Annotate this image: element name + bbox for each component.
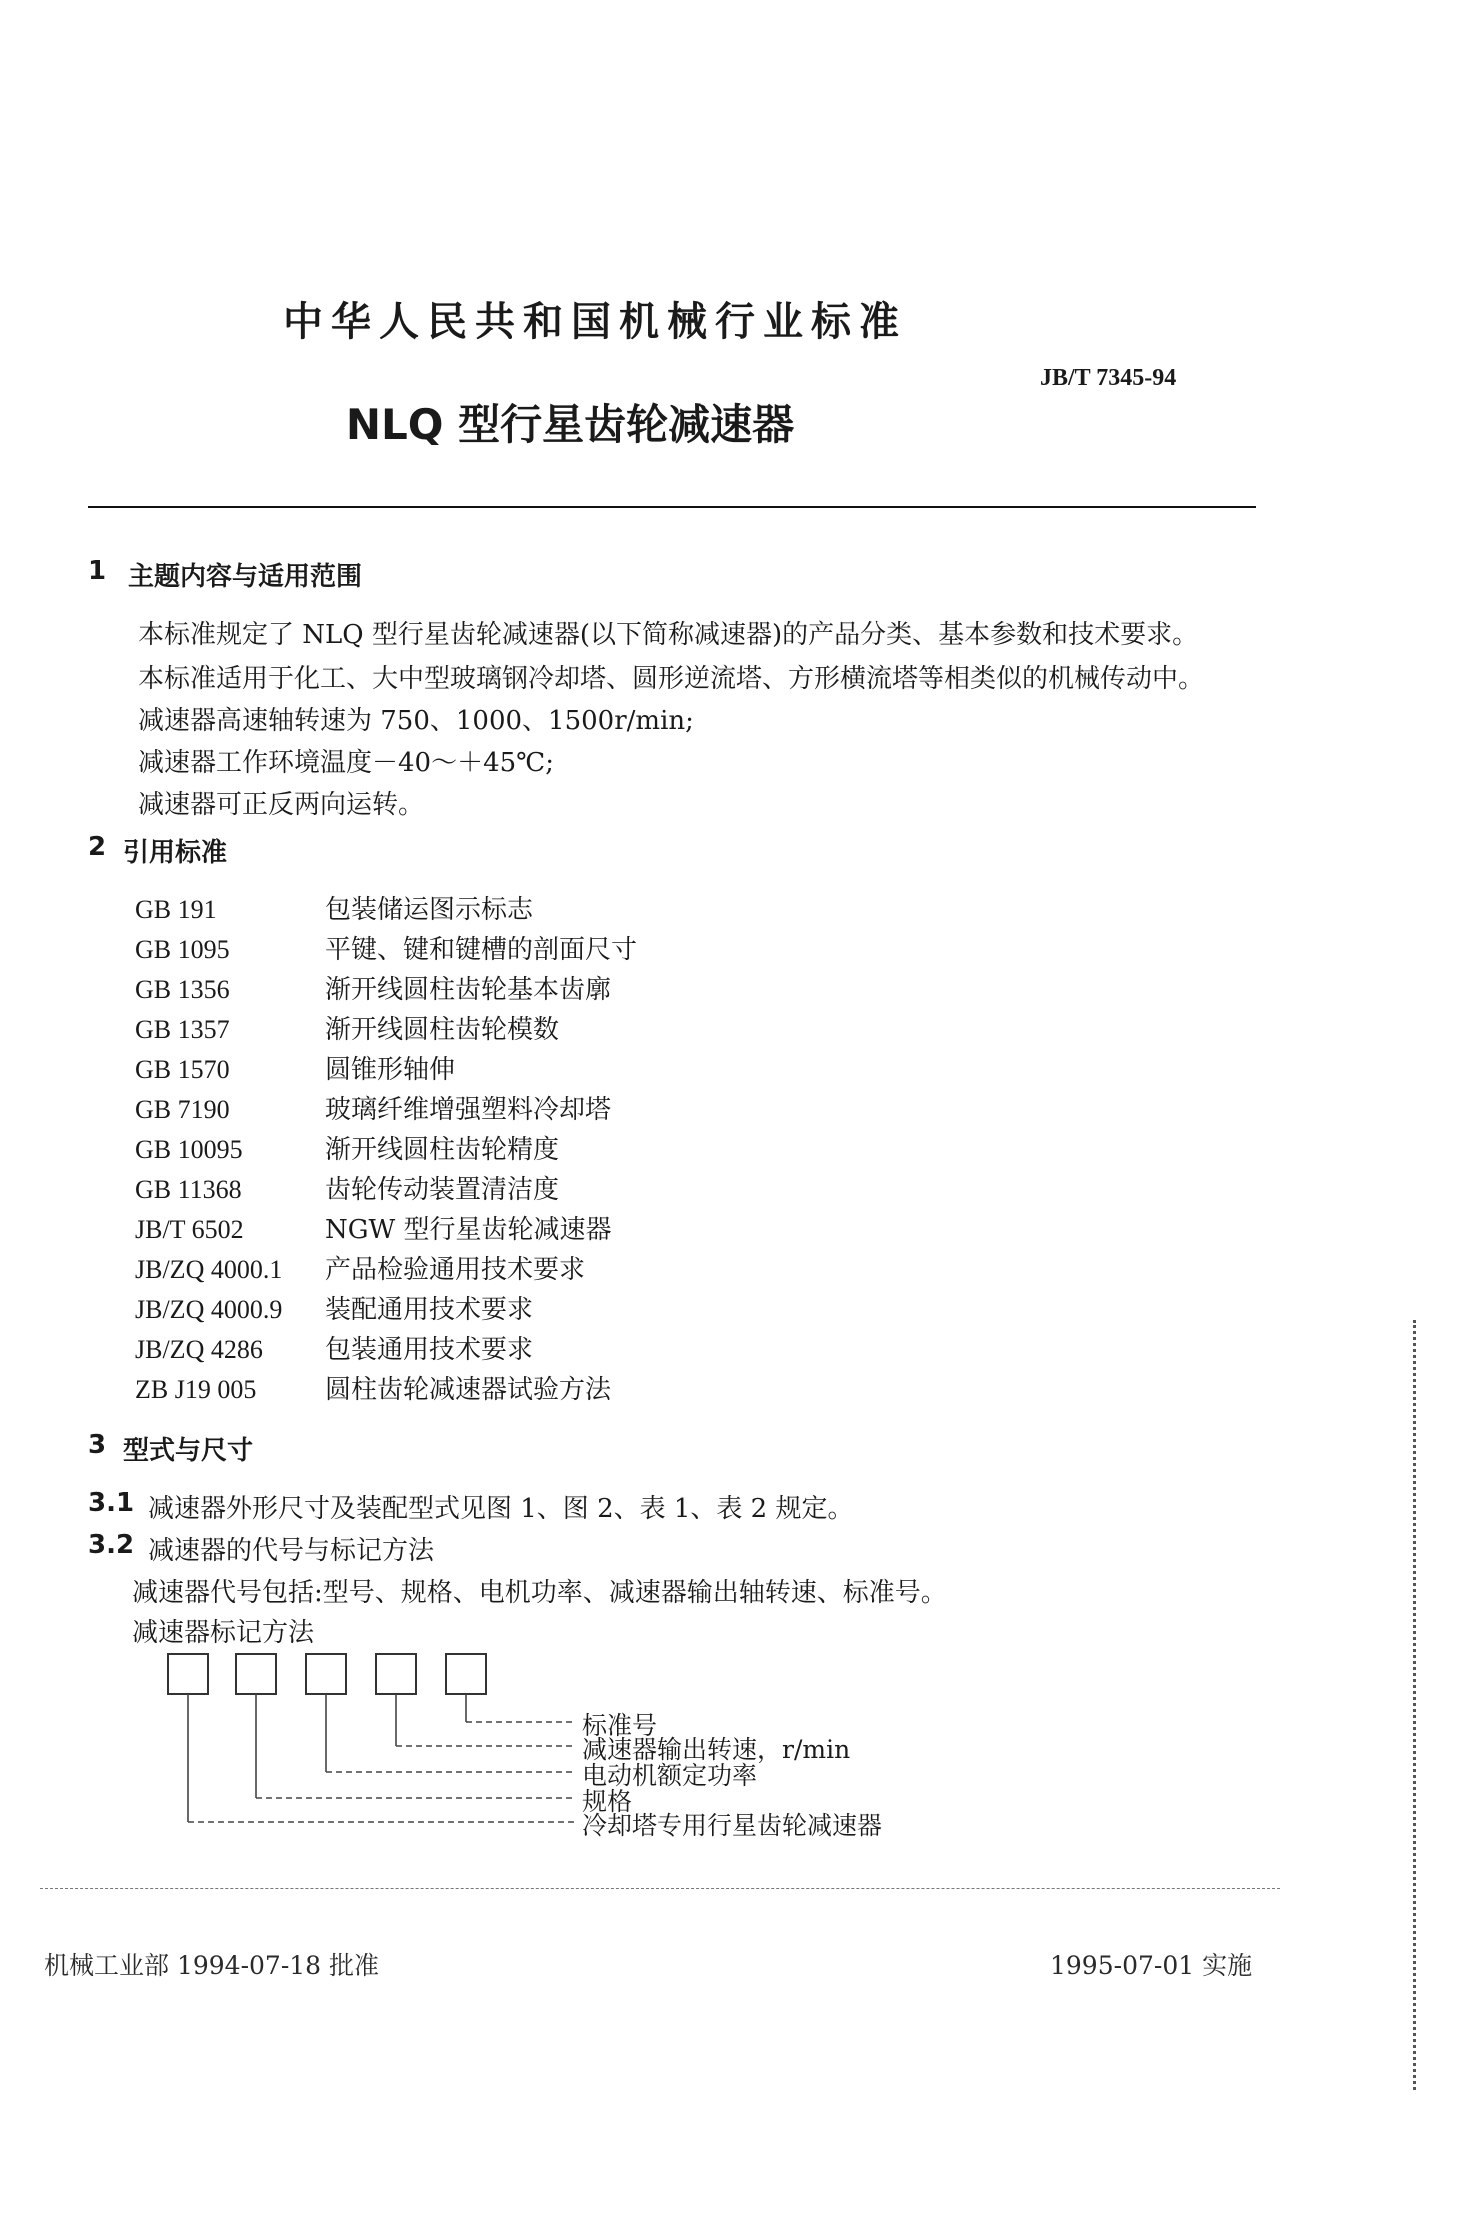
- marking-label: 标准号: [582, 1711, 658, 1740]
- section-1-title: 主题内容与适用范围: [128, 562, 363, 592]
- marking-box: [306, 1654, 346, 1694]
- reference-code: GB 7190: [135, 1095, 230, 1124]
- marking-box: [168, 1654, 208, 1694]
- reference-name: 包装储运图示标志: [325, 895, 534, 925]
- reference-name: 圆锥形轴伸: [325, 1055, 456, 1085]
- reference-name: 产品检验通用技术要求: [325, 1255, 586, 1285]
- subsection-3-1-text: 减速器外形尺寸及装配型式见图 1、图 2、表 1、表 2 规定。: [148, 1494, 854, 1524]
- reference-name: 玻璃纤维增强塑料冷却塔: [325, 1095, 612, 1125]
- reference-name: 渐开线圆柱齿轮模数: [325, 1015, 560, 1045]
- reference-code: GB 10095: [135, 1135, 243, 1164]
- marking-box: [236, 1654, 276, 1694]
- section-1-paragraph: 减速器可正反两向运转。: [138, 790, 425, 820]
- marking-label: 冷却塔专用行星齿轮减速器: [582, 1811, 883, 1840]
- reference-code: JB/T 6502: [135, 1215, 244, 1244]
- standard-code: JB/T 7345-94: [1040, 365, 1177, 391]
- reference-code: GB 1570: [135, 1055, 230, 1084]
- marking-box: [446, 1654, 486, 1694]
- reference-name: NGW 型行星齿轮减速器: [325, 1215, 612, 1245]
- reference-code: ZB J19 005: [135, 1375, 257, 1404]
- section-1-paragraph: 减速器高速轴转速为 750、1000、1500r/min;: [138, 706, 694, 736]
- section-1-paragraph: 减速器工作环境温度－40～＋45℃;: [138, 748, 555, 778]
- reference-code: GB 11368: [135, 1175, 242, 1204]
- section-2-title: 引用标准: [123, 838, 228, 868]
- reference-code: GB 1095: [135, 935, 230, 964]
- scan-margin-mark: [1413, 1320, 1416, 2090]
- marking-label: 减速器输出转速，r/min: [582, 1735, 851, 1764]
- section-3-title: 型式与尺寸: [123, 1436, 254, 1466]
- reference-code: JB/ZQ 4286: [135, 1335, 263, 1364]
- document-title: NLQ 型行星齿轮减速器: [345, 400, 795, 449]
- section-1-paragraph: 本标准适用于化工、大中型玻璃钢冷却塔、圆形逆流塔、方形横流塔等相类似的机械传动中。: [138, 664, 1205, 694]
- marking-box: [376, 1654, 416, 1694]
- subsection-3-2-text: 减速器的代号与标记方法: [148, 1536, 435, 1566]
- implementation-date: 1995-07-01 实施: [1050, 1951, 1253, 1980]
- reference-name: 渐开线圆柱齿轮精度: [325, 1135, 560, 1165]
- standard-title: 中华人民共和国机械行业标准: [283, 299, 907, 345]
- reference-code: GB 1356: [135, 975, 230, 1004]
- section-2-number: 2: [88, 832, 107, 862]
- marking-label: 规格: [582, 1787, 633, 1816]
- footer-divider: [40, 1888, 1280, 1889]
- subsection-3-2-number: 3.2: [88, 1530, 135, 1560]
- marking-heading: 减速器标记方法: [132, 1618, 315, 1648]
- reference-code: JB/ZQ 4000.9: [135, 1295, 283, 1324]
- reference-code: GB 1357: [135, 1015, 230, 1044]
- approval-date: 机械工业部 1994-07-18 批准: [44, 1951, 380, 1980]
- section-1-paragraph: 本标准规定了 NLQ 型行星齿轮减速器(以下简称减速器)的产品分类、基本参数和技术要求。: [138, 620, 1199, 650]
- reference-name: 渐开线圆柱齿轮基本齿廓: [325, 975, 612, 1005]
- reference-name: 圆柱齿轮减速器试验方法: [325, 1375, 612, 1405]
- section-3-number: 3: [88, 1430, 107, 1460]
- section-1-number: 1: [88, 556, 107, 586]
- reference-name: 装配通用技术要求: [325, 1295, 534, 1325]
- code-description: 减速器代号包括:型号、规格、电机功率、减速器输出轴转速、标准号。: [132, 1578, 947, 1608]
- reference-name: 平键、键和键槽的剖面尺寸: [325, 935, 638, 965]
- subsection-3-1-number: 3.1: [88, 1488, 135, 1518]
- reference-code: GB 191: [135, 895, 217, 924]
- reference-name: 包装通用技术要求: [325, 1335, 534, 1365]
- marking-label: 电动机额定功率: [582, 1761, 758, 1790]
- reference-code: JB/ZQ 4000.1: [135, 1255, 283, 1284]
- reference-name: 齿轮传动装置清洁度: [325, 1175, 560, 1205]
